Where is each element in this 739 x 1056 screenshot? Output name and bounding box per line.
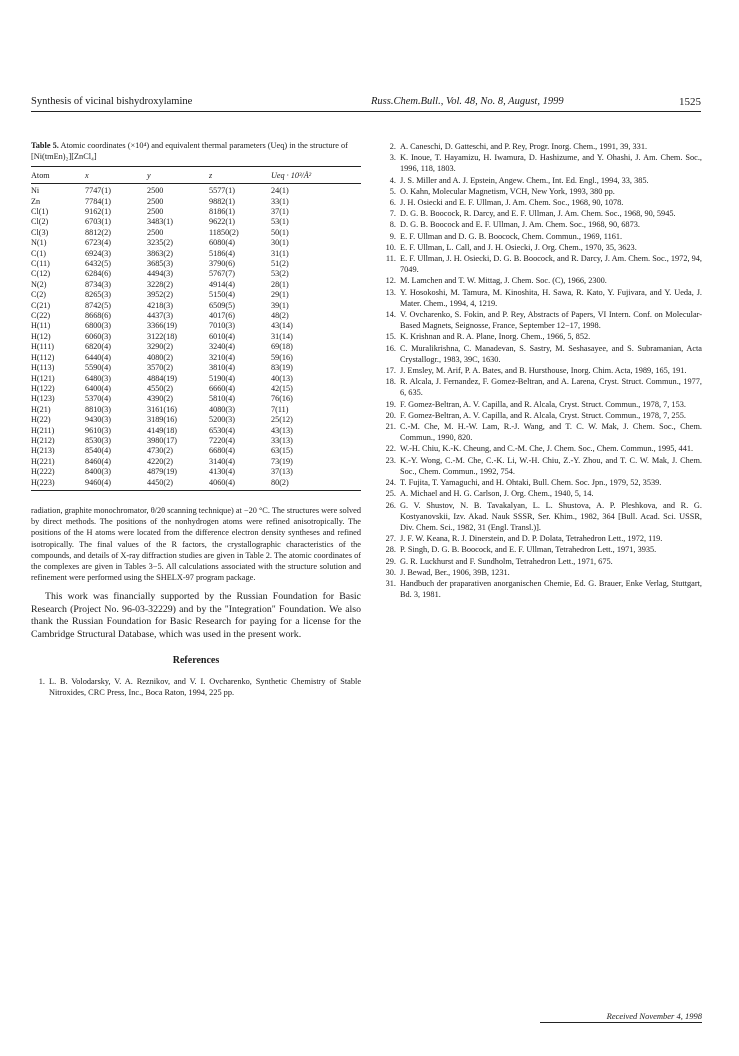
table-row [31, 342, 361, 352]
reference-text: A. Michael and H. G. Carlson, J. Org. Chem., 1940, 5, 14. [400, 489, 594, 499]
table-cell: 4450(2) [147, 478, 209, 491]
reference-text: J. F. W. Keana, R. J. Dinerstein, and D. P. Dolata, Tetrahedron Lett., 1972, 119. [400, 534, 663, 544]
reference-number: 5. [389, 186, 396, 196]
table-row [31, 426, 361, 436]
reference-item [382, 141, 702, 152]
journal-citation: Russ.Chem.Bull., Vol. 48, No. 8, August, 1999 [371, 96, 564, 107]
table-cell: 51(2) [271, 259, 289, 269]
table-row [31, 197, 361, 207]
reference-number: 18. [385, 377, 396, 387]
reference-number: 3. [389, 153, 396, 163]
table-row [31, 478, 361, 491]
table-cell: 43(13) [271, 425, 293, 435]
table-cell: 6509(5) [209, 300, 235, 310]
reference-item [382, 275, 702, 286]
table-cell: 6723(4) [85, 238, 111, 248]
table-cell: 8742(5) [85, 300, 111, 310]
table-cell: 3483(1) [147, 217, 173, 227]
references-list-right [382, 141, 702, 600]
reference-item [382, 152, 702, 174]
reference-number: 9. [389, 231, 396, 241]
table-row [31, 259, 361, 269]
reference-item [382, 500, 702, 534]
table-cell: 4884(19) [147, 373, 178, 383]
table-cell: 4730(2) [147, 446, 173, 456]
reference-item [382, 410, 702, 421]
reference-text: K.-Y. Wong, C.-M. Che, C.-K. Li, W.-H. Chiu, Z.-Y. Zhou, and T. C. W. Mak, J. Chem. Soc., Chem. Commun., 1992, 754. [400, 455, 702, 476]
coordinates-table [31, 166, 361, 491]
table-cell: 6660(4) [209, 383, 235, 393]
table-cell: 3189(16) [147, 415, 178, 425]
reference-item [31, 676, 361, 698]
received-rule [540, 1022, 702, 1023]
table-cell: 4130(4) [209, 467, 235, 477]
table-cell: Cl(2) [31, 217, 49, 227]
table-cell: 37(13) [271, 467, 293, 477]
table-cell: 69(18) [271, 342, 293, 352]
table-row [31, 228, 361, 238]
reference-item [382, 231, 702, 242]
table-row [31, 353, 361, 363]
table-cell: H(111) [31, 342, 55, 352]
table-cell: 4060(4) [209, 478, 271, 491]
table-cell: 8540(4) [85, 446, 111, 456]
table-row [31, 415, 361, 425]
table-cell: 7784(1) [85, 196, 111, 206]
table-cell: Zn [31, 196, 41, 206]
table-cell: 5150(4) [209, 290, 235, 300]
column-header: Atom [31, 167, 85, 184]
table-cell: 2500 [147, 207, 164, 217]
table-cell: 4494(3) [147, 269, 173, 279]
table-cell: 4220(2) [147, 456, 173, 466]
table-cell: 7747(1) [85, 186, 111, 196]
table-cell: 37(1) [271, 207, 289, 217]
table-cell: 6284(6) [85, 269, 111, 279]
reference-item [382, 477, 702, 488]
left-column [31, 140, 361, 699]
table-row [31, 457, 361, 467]
reference-number: 16. [385, 343, 396, 353]
table-cell: Cl(3) [31, 227, 49, 237]
table-cell: 4550(2) [147, 383, 173, 393]
table-cell: 4017(6) [209, 311, 235, 321]
table-row [31, 436, 361, 446]
reference-text: K. Krishnan and R. A. Plane, Inorg. Chem., 1966, 5, 852. [400, 332, 591, 342]
reference-number: 7. [389, 209, 396, 219]
table-cell: 8265(3) [85, 290, 111, 300]
table-cell: 3140(4) [209, 456, 235, 466]
table-cell: C(1) [31, 248, 47, 258]
table-cell: 6530(4) [209, 425, 235, 435]
reference-number: 20. [385, 410, 396, 420]
table-cell: 30(1) [271, 238, 289, 248]
table-cell: 3980(17) [147, 435, 178, 445]
table-cell: H(123) [31, 394, 55, 404]
reference-item [382, 175, 702, 186]
table-cell: 6703(1) [85, 217, 111, 227]
table-cell: 50(1) [271, 227, 289, 237]
reference-text: E. F. Ullman and D. G. B. Boocock, Chem. Commun., 1969, 1161. [400, 231, 623, 241]
table-cell: H(22) [31, 415, 51, 425]
table-row [31, 184, 361, 197]
table-cell: H(12) [31, 331, 51, 341]
reference-item [382, 556, 702, 567]
table-cell: 40(13) [271, 373, 293, 383]
table-cell: 53(1) [271, 217, 289, 227]
reference-number: 26. [385, 500, 396, 510]
reference-number: 10. [385, 242, 396, 252]
reference-text: L. B. Volodarsky, V. A. Reznikov, and V. I. Ovcharenko, Synthetic Chemistry of Stable Nitroxides, CRC Press, Inc., Boca Raton, 1994, 225 pp. [49, 677, 361, 698]
reference-text: C. Muralikrishna, C. Manadevan, S. Sastry, M. Seshasayee, and S. Subramanian, Acta Crystallogr., 1983, 39C, 1630. [400, 343, 702, 364]
reference-number: 15. [385, 332, 396, 342]
running-title: Synthesis of vicinal bishydroxylamine [31, 96, 193, 107]
reference-text: J. H. Osiecki and E. F. Ullman, J. Am. Chem. Soc., 1968, 90, 1078. [400, 198, 624, 208]
table-cell: 42(15) [271, 383, 293, 393]
reference-item [382, 242, 702, 253]
table-cell: 4390(2) [147, 394, 173, 404]
table-cell: 3952(2) [147, 290, 173, 300]
reference-item [382, 309, 702, 331]
reference-item [382, 376, 702, 398]
reference-item [382, 544, 702, 555]
table-cell: 5200(3) [209, 415, 235, 425]
reference-item [382, 186, 702, 197]
table-cell: 6480(3) [85, 373, 111, 383]
reference-number: 29. [385, 556, 396, 566]
column-header: x [85, 167, 147, 184]
table-cell: 2500 [147, 186, 164, 196]
table-cell: 3790(6) [209, 259, 235, 269]
table-body [31, 184, 361, 491]
table-cell: 5370(4) [85, 394, 111, 404]
reference-number: 22. [385, 444, 396, 454]
reference-text: W.-H. Chiu, K.-K. Cheung, and C.-M. Che, J. Chem. Soc., Chem. Commun., 1995, 441. [400, 444, 694, 454]
reference-text: D. G. B. Boocock, R. Darcy, and E. F. Ullman, J. Am. Chem. Soc., 1968, 90, 5945. [400, 209, 676, 219]
column-header: y [147, 167, 209, 184]
table-cell: H(121) [31, 373, 55, 383]
table-cell: 3122(18) [147, 331, 178, 341]
table-row [31, 446, 361, 456]
table-cell: 33(13) [271, 435, 293, 445]
table-caption [31, 140, 361, 162]
table-cell: 31(14) [271, 331, 293, 341]
table-cell: 9882(1) [209, 196, 235, 206]
table-cell: H(211) [31, 425, 55, 435]
table-cell: 8812(2) [85, 227, 111, 237]
reference-item [382, 399, 702, 410]
reference-number: 27. [385, 534, 396, 544]
reference-number: 4. [389, 175, 396, 185]
methods-paragraph: radiation, graphite monochromator, θ/2θ scanning technique) at −20 °C. The structures were solved by direct methods. The positions of the nonhydrogen atoms were refined anisotropically. The positions of the H atoms were located from the difference electron density syntheses and refined isotropically. The final values of the R factors, the crystallographic characteristics of the compounds, and details of X-ray diffraction studies are given in Table 2. The atomic coordinates of the complexes are given in Tables 3−5. All calculations associated with the structure solution and refinement were performed using the SHELX-97 program package. [31, 505, 361, 583]
table-cell: 4437(3) [147, 311, 173, 321]
table-cell: N(1) [31, 238, 47, 248]
table-cell: H(11) [31, 321, 51, 331]
table-cell: 43(14) [271, 321, 293, 331]
page-number: 1525 [679, 96, 701, 108]
table-row [31, 321, 361, 331]
table-cell: 8668(6) [85, 311, 111, 321]
running-header [31, 96, 701, 108]
reference-text: P. Singh, D. G. B. Boocock, and E. F. Ullman, Tetrahedron Lett., 1971, 3935. [400, 545, 657, 555]
table-cell: C(2) [31, 290, 47, 300]
table-cell: 3863(2) [147, 248, 173, 258]
table-cell: 5577(1) [209, 186, 235, 196]
table-cell: 9622(1) [209, 217, 235, 227]
table-cell: 31(1) [271, 248, 289, 258]
reference-item [382, 197, 702, 208]
table-cell: 3685(3) [147, 259, 173, 269]
table-row [31, 301, 361, 311]
table-cell: 3235(2) [147, 238, 173, 248]
table-header-row [31, 167, 361, 184]
received-date: Received November 4, 1998 [606, 1011, 702, 1021]
reference-number: 11. [385, 254, 396, 264]
table-cell: 6400(4) [85, 383, 111, 393]
reference-number: 1. [38, 677, 45, 687]
table-cell: 5810(4) [209, 394, 235, 404]
reference-item [382, 208, 702, 219]
reference-number: 8. [389, 220, 396, 230]
table-cell: H(221) [31, 456, 55, 466]
reference-text: J. Bewad, Ber., 1906, 39B, 1231. [400, 567, 510, 577]
table-cell: H(222) [31, 467, 55, 477]
reference-text: Handbuch der praparativen anorganischen Chemie, Ed. G. Brauer, Enke Verlag, Stuttgart, Bd. 3, 1981. [400, 578, 702, 600]
table-cell: 48(2) [271, 311, 289, 321]
table-row [31, 238, 361, 248]
table-cell: 4218(3) [147, 300, 173, 310]
table-cell: 9162(1) [85, 207, 111, 217]
reference-text: E. F. Ullman, L. Call, and J. H. Osiecki, J. Org. Chem., 1970, 35, 3623. [400, 242, 637, 252]
reference-text: O. Kahn, Molecular Magnetism, VCH, New York, 1993, 380 pp. [400, 186, 615, 196]
table-cell: 7(11) [271, 404, 289, 414]
table-cell: H(112) [31, 352, 55, 362]
reference-number: 30. [385, 567, 396, 577]
reference-text: G. V. Shustov, N. B. Tavakalyan, L. L. Shustova, A. P. Pleshkova, and R. G. Kostyanovskii, Izv. Akad. Nauk SSSR, Ser. Khim., 1982, 364 [Bull. Acad. Sci. USSR, Div. Chem. Sci., 1982, 31 (Engl. Transl.)]. [400, 500, 702, 532]
table-cell: 9430(3) [85, 415, 111, 425]
table-row [31, 405, 361, 415]
table-cell: H(122) [31, 383, 55, 393]
table-row [31, 384, 361, 394]
table-cell: C(22) [31, 311, 51, 321]
reference-text: K. Inoue, T. Hayamizu, H. Iwamura, D. Hashizume, and Y. Ohashi, J. Am. Chem. Soc., 1996, 118, 1803. [400, 153, 702, 174]
table-cell: 4879(19) [147, 467, 178, 477]
reference-text: V. Ovcharenko, S. Fokin, and P. Rey, Abstracts of Papers, VI Intern. Conf. on Molecular-Based Magnets, Seignosse, France, September 12−17, 1998. [400, 310, 702, 331]
reference-number: 31. [385, 578, 396, 588]
table-cell: 8530(3) [85, 435, 111, 445]
table-cell: 3210(4) [209, 352, 235, 362]
table-cell: 4080(2) [147, 352, 173, 362]
table-cell: 73(19) [271, 456, 293, 466]
reference-item [382, 567, 702, 578]
table-cell: 5190(4) [209, 373, 235, 383]
table-cell: 3228(2) [147, 279, 173, 289]
reference-text: F. Gomez-Beltran, A. V. Capilla, and R. Alcala, Cryst. Struct. Commun., 1978, 7, 255. [400, 410, 686, 420]
column-header: z [209, 167, 271, 184]
reference-item [382, 533, 702, 544]
table-cell: Ni [31, 186, 40, 196]
table-row [31, 249, 361, 259]
table-cell: 28(1) [271, 279, 289, 289]
table-cell: 3161(16) [147, 404, 178, 414]
table-cell: 5767(7) [209, 269, 235, 279]
reference-text: Y. Hosokoshi, M. Tamura, M. Kinoshita, H. Sawa, R. Kato, Y. Fujivara, and Y. Ueda, J. Mater. Chem., 1994, 4, 1219. [400, 287, 702, 308]
reference-item [382, 455, 702, 477]
table-cell: 7220(4) [209, 435, 235, 445]
reference-number: 25. [385, 489, 396, 499]
header-rule [31, 111, 701, 112]
reference-text: E. F. Ullman, J. H. Osiecki, D. G. B. Boocock, and R. Darcy, J. Am. Chem. Soc., 1972, 94, 7049. [400, 254, 702, 275]
reference-text: T. Fujita, T. Yamaguchi, and H. Ohtaki, Bull. Chem. Soc. Jpn., 1979, 52, 3539. [400, 478, 662, 488]
right-column [382, 141, 702, 600]
reference-text: R. Alcala, J. Fernandez, F. Gomez-Beltran, and A. Larena, Cryst. Struct. Commun., 1977, 6, 635. [400, 377, 702, 398]
table-cell: 76(16) [271, 394, 293, 404]
table-row [31, 374, 361, 384]
table-row [31, 363, 361, 373]
reference-item [382, 219, 702, 230]
table-cell: 25(12) [271, 415, 293, 425]
table-cell: 9610(3) [85, 425, 111, 435]
reference-item [382, 578, 702, 600]
table-cell: 5186(4) [209, 248, 235, 258]
reference-text: J. S. Miller and A. J. Epstein, Angew. Chem., Int. Ed. Engl., 1994, 33, 385. [400, 175, 649, 185]
table-row [31, 269, 361, 279]
table-row [31, 290, 361, 300]
table-cell: 63(15) [271, 446, 293, 456]
table-cell: H(223) [31, 478, 85, 491]
table-cell: 3570(2) [147, 363, 173, 373]
table-cell: 6800(3) [85, 321, 111, 331]
reference-item [382, 421, 702, 443]
table-cell: H(213) [31, 446, 55, 456]
table-cell: 33(1) [271, 196, 289, 206]
reference-item [382, 253, 702, 275]
table-cell: 83(19) [271, 363, 293, 373]
table-caption-text: Atomic coordinates (×10⁴) and equivalent thermal parameters (Ueq) in the structure of [Ni(tmEn)₂][ZnCl₄] [31, 141, 348, 161]
reference-item [382, 443, 702, 454]
reference-text: C.-M. Che, M. H.-W. Lam, R.-J. Wang, and T. C. W. Mak, J. Chem. Soc., Chem. Commun., 1990, 820. [400, 422, 702, 443]
reference-number: 2. [389, 142, 396, 151]
table-row [31, 467, 361, 477]
reference-item [382, 488, 702, 499]
table-cell: 24(1) [271, 186, 289, 196]
table-cell: 6680(4) [209, 446, 235, 456]
table-cell: 6440(4) [85, 352, 111, 362]
acknowledgment-paragraph: This work was financially supported by the Russian Foundation for Basic Research (Project No. 96-03-32229) and by the "Integration" Foundation. We also thank the Russian Foundation for Basic Research for paying for a license for the Cambridge Structural Database, which was used in the present work. [31, 591, 361, 640]
table-cell: 8400(3) [85, 467, 111, 477]
table-cell: 3810(4) [209, 363, 235, 373]
table-cell: 8460(4) [85, 456, 111, 466]
table-cell: 2500 [147, 227, 164, 237]
table-cell: N(2) [31, 279, 47, 289]
table-cell: 80(2) [271, 478, 361, 491]
table-cell: C(21) [31, 300, 51, 310]
table-cell: C(11) [31, 259, 50, 269]
column-header: Ueq · 10³/Å² [271, 167, 361, 184]
reference-number: 19. [385, 399, 396, 409]
reference-number: 17. [385, 366, 396, 376]
table-cell: C(12) [31, 269, 51, 279]
reference-number: 28. [385, 545, 396, 555]
table-cell: 6432(5) [85, 259, 111, 269]
table-cell: 2500 [147, 196, 164, 206]
reference-number: 12. [385, 276, 396, 286]
table-cell: 3290(2) [147, 342, 173, 352]
reference-number: 24. [385, 478, 396, 488]
table-cell: H(113) [31, 363, 55, 373]
reference-number: 13. [385, 287, 396, 297]
reference-item [382, 331, 702, 342]
reference-text: D. G. B. Boocock and E. F. Ullman, J. Am. Chem. Soc., 1968, 90, 6873. [400, 220, 640, 230]
table-cell: 4080(3) [209, 404, 235, 414]
table-cell: 5590(4) [85, 363, 111, 373]
table-cell: 8734(3) [85, 279, 111, 289]
reference-text: J. Emsley, M. Arif, P. A. Bates, and B. Hursthouse, Inorg. Chim. Acta, 1989, 165, 191. [400, 366, 687, 376]
table-row [31, 217, 361, 227]
references-list-left [31, 676, 361, 698]
table-cell: 8810(3) [85, 404, 111, 414]
table-cell: 7010(3) [209, 321, 235, 331]
table-cell: 39(1) [271, 300, 289, 310]
table-cell: Cl(1) [31, 207, 49, 217]
reference-text: F. Gomez-Beltran, A. V. Capilla, and R. Alcala, Cryst. Struct. Commun., 1978, 7, 153. [400, 399, 686, 409]
table-cell: 4914(4) [209, 279, 235, 289]
reference-number: 6. [389, 198, 396, 208]
table-cell: 9460(4) [85, 478, 147, 491]
reference-number: 21. [385, 422, 396, 432]
table-cell: 3240(4) [209, 342, 235, 352]
reference-item [382, 287, 702, 309]
table-cell: 29(1) [271, 290, 289, 300]
reference-text: A. Caneschi, D. Gatteschi, and P. Rey, Progr. Inorg. Chem., 1991, 39, 331. [400, 142, 648, 151]
reference-item [382, 343, 702, 365]
reference-number: 14. [385, 310, 396, 320]
table-cell: 11850(2) [209, 227, 239, 237]
table-cell: H(212) [31, 435, 55, 445]
table-cell: 6010(4) [209, 331, 235, 341]
reference-text: G. R. Luckhurst and F. Sundholm, Tetrahedron Lett., 1971, 675. [400, 556, 613, 566]
table-cell: H(21) [31, 404, 51, 414]
table-cell: 53(2) [271, 269, 289, 279]
reference-text: M. Lamchen and T. W. Mittag, J. Chem. Soc. (C), 1966, 2300. [400, 276, 607, 286]
reference-number: 23. [385, 455, 396, 465]
table-row [31, 332, 361, 342]
references-heading: References [172, 655, 220, 667]
table-cell: 6060(3) [85, 331, 111, 341]
table-row [31, 311, 361, 321]
table-row [31, 394, 361, 404]
table-cell: 6080(4) [209, 238, 235, 248]
table-row [31, 207, 361, 217]
table-cell: 6820(4) [85, 342, 111, 352]
table-cell: 59(16) [271, 352, 293, 362]
table-cell: 3366(19) [147, 321, 178, 331]
table-cell: 6924(3) [85, 248, 111, 258]
table-label: Table 5. [31, 141, 59, 150]
table-cell: 4149(18) [147, 425, 178, 435]
table-row [31, 280, 361, 290]
reference-item [382, 365, 702, 376]
table-cell: 8186(1) [209, 207, 235, 217]
